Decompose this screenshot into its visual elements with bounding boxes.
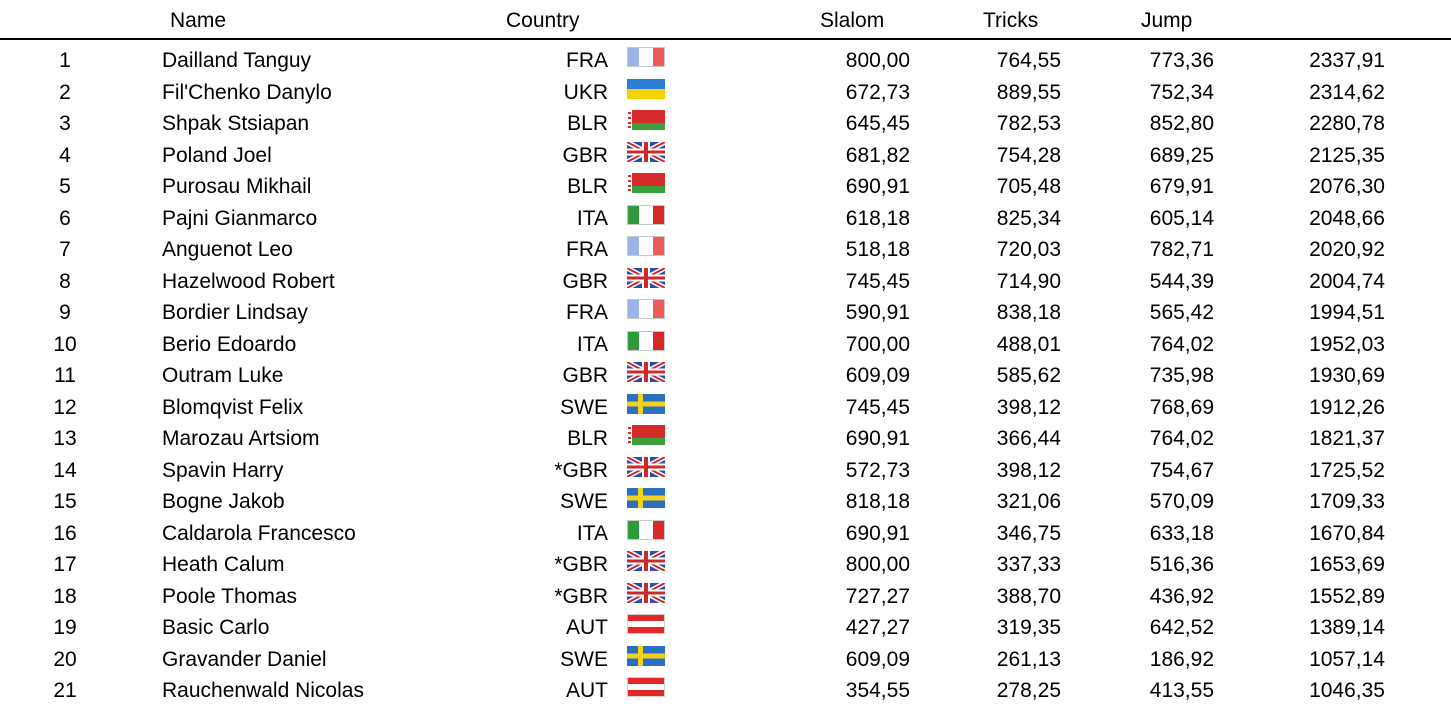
athlete-name: Pajni Gianmarco <box>162 206 318 230</box>
flag-swe-icon <box>627 486 665 506</box>
rank-cell: 7 <box>59 238 71 261</box>
jump-score: 764,02 <box>1149 332 1214 356</box>
rank-cell: 11 <box>54 364 76 387</box>
country-code: AUT <box>566 616 608 639</box>
athlete-name: Purosau Mikhail <box>162 175 312 198</box>
athlete-name: Shpak Stsiapan <box>162 112 310 135</box>
rank-cell: 8 <box>59 269 71 293</box>
country-code: BLR <box>567 175 608 198</box>
header-slalom: Slalom <box>820 9 885 32</box>
slalom-score: 690,91 <box>845 175 910 198</box>
country-code: *GBR <box>554 584 608 608</box>
total-score: 2337,91 <box>1309 49 1385 72</box>
slalom-score: 609,09 <box>845 364 910 387</box>
slalom-score: 818,18 <box>845 490 910 513</box>
jump-score: 544,39 <box>1149 269 1214 293</box>
country-code: FRA <box>566 238 608 261</box>
rank-cell: 16 <box>53 521 77 545</box>
table-row <box>0 486 1451 518</box>
total-score: 1670,84 <box>1309 521 1385 545</box>
tricks-score: 319,35 <box>996 616 1061 639</box>
slalom-score: 745,45 <box>845 395 910 419</box>
tricks-score: 398,12 <box>996 395 1061 419</box>
rank-cell: 5 <box>59 175 71 198</box>
rank-cell: 17 <box>53 553 77 576</box>
total-score: 2280,78 <box>1309 112 1385 135</box>
tricks-score: 398,12 <box>996 458 1061 482</box>
flag-ukr-icon <box>627 77 665 97</box>
tricks-score: 754,28 <box>996 143 1061 167</box>
athlete-name: Dailland Tanguy <box>162 49 312 72</box>
jump-score: 689,25 <box>1149 143 1214 167</box>
flag-ita-icon <box>627 203 665 223</box>
athlete-name: Poland Joel <box>162 143 272 167</box>
slalom-score: 681,82 <box>845 143 910 167</box>
flag-swe-icon <box>627 392 665 412</box>
total-score: 2048,66 <box>1309 206 1385 230</box>
flag-blr-icon <box>627 423 665 443</box>
athlete-name: Outram Luke <box>162 364 284 387</box>
rank-cell: 19 <box>53 616 77 639</box>
country-code: AUT <box>566 679 608 702</box>
tricks-score: 366,44 <box>996 427 1061 450</box>
jump-score: 570,09 <box>1149 490 1214 513</box>
rank-cell: 14 <box>53 458 77 482</box>
table-row <box>0 455 1451 487</box>
jump-score: 773,36 <box>1149 49 1214 72</box>
table-row <box>0 297 1451 329</box>
flag-fra-icon <box>627 297 665 317</box>
jump-score: 764,02 <box>1149 427 1214 450</box>
slalom-score: 609,09 <box>845 647 910 671</box>
flag-gbr-icon <box>627 455 665 475</box>
tricks-score: 782,53 <box>996 112 1061 135</box>
flag-aut-icon <box>627 675 665 695</box>
tricks-score: 585,62 <box>996 364 1061 387</box>
table-row <box>0 234 1451 266</box>
flag-fra-icon <box>627 45 665 65</box>
table-row <box>0 612 1451 644</box>
tricks-score: 321,06 <box>996 490 1061 513</box>
total-score: 1653,69 <box>1309 553 1385 576</box>
athlete-name: Bogne Jakob <box>162 490 285 513</box>
athlete-name: Spavin Harry <box>162 458 284 482</box>
country-code: ITA <box>576 332 608 356</box>
slalom-score: 672,73 <box>845 80 910 104</box>
rank-cell: 18 <box>53 584 77 608</box>
total-score: 1725,52 <box>1309 458 1385 482</box>
slalom-score: 727,27 <box>845 584 910 608</box>
total-score: 1389,14 <box>1309 616 1385 639</box>
jump-score: 768,69 <box>1149 395 1214 419</box>
tricks-score: 705,48 <box>996 175 1061 198</box>
header-country: Country <box>506 9 580 32</box>
total-score: 2125,35 <box>1309 143 1385 167</box>
table-row <box>0 518 1451 550</box>
slalom-score: 745,45 <box>845 269 910 293</box>
header-divider <box>0 38 1451 40</box>
jump-score: 633,18 <box>1149 521 1214 545</box>
rank-cell: 13 <box>53 427 77 450</box>
athlete-name: Blomqvist Felix <box>162 395 304 419</box>
country-code: SWE <box>560 490 608 513</box>
slalom-score: 800,00 <box>845 553 910 576</box>
country-code: ITA <box>576 206 608 230</box>
rank-cell: 15 <box>53 490 77 513</box>
total-score: 1930,69 <box>1309 364 1385 387</box>
country-code: BLR <box>567 112 608 135</box>
total-score: 1912,26 <box>1309 395 1385 419</box>
athlete-name: Hazelwood Robert <box>162 269 335 293</box>
slalom-score: 518,18 <box>845 238 910 261</box>
tricks-score: 337,33 <box>996 553 1061 576</box>
rank-cell: 3 <box>59 112 71 135</box>
rank-cell: 1 <box>59 49 71 72</box>
jump-score: 516,36 <box>1149 553 1214 576</box>
table-row <box>0 77 1451 109</box>
rank-cell: 12 <box>53 395 77 419</box>
table-row <box>0 675 1451 707</box>
jump-score: 642,52 <box>1149 616 1214 639</box>
table-row <box>0 549 1451 581</box>
athlete-name: Poole Thomas <box>162 584 298 608</box>
tricks-score: 714,90 <box>996 269 1061 293</box>
athlete-name: Berio Edoardo <box>162 332 297 356</box>
country-code: UKR <box>563 80 608 104</box>
rank-cell: 9 <box>59 301 71 324</box>
rank-cell: 2 <box>59 80 71 104</box>
tricks-score: 764,55 <box>996 49 1061 72</box>
tricks-score: 488,01 <box>996 332 1061 356</box>
table-row <box>0 392 1451 424</box>
tricks-score: 720,03 <box>996 238 1061 261</box>
flag-gbr-icon <box>627 140 665 160</box>
rank-cell: 4 <box>59 143 71 167</box>
flag-gbr-icon <box>627 360 665 380</box>
slalom-score: 800,00 <box>845 49 910 72</box>
country-code: *GBR <box>554 553 608 576</box>
slalom-score: 572,73 <box>845 458 910 482</box>
rank-cell: 6 <box>59 206 71 230</box>
table-row <box>0 644 1451 676</box>
tricks-score: 261,13 <box>996 647 1061 671</box>
slalom-score: 354,55 <box>845 679 910 702</box>
flag-fra-icon <box>627 234 665 254</box>
country-code: GBR <box>562 143 608 167</box>
country-code: GBR <box>562 364 608 387</box>
slalom-score: 690,91 <box>845 427 910 450</box>
rank-cell: 20 <box>53 647 77 671</box>
table-row <box>0 45 1451 77</box>
flag-gbr-icon <box>627 549 665 569</box>
country-code: FRA <box>566 301 608 324</box>
total-score: 1046,35 <box>1309 679 1385 702</box>
total-score: 1709,33 <box>1309 490 1385 513</box>
athlete-name: Bordier Lindsay <box>162 301 308 324</box>
tricks-score: 388,70 <box>996 584 1061 608</box>
rank-cell: 21 <box>53 679 77 702</box>
country-code: *GBR <box>554 458 608 482</box>
athlete-name: Rauchenwald Nicolas <box>162 679 364 702</box>
country-code: ITA <box>576 521 608 545</box>
table-row <box>0 581 1451 613</box>
flag-swe-icon <box>627 644 665 664</box>
jump-score: 752,34 <box>1149 80 1214 104</box>
jump-score: 852,80 <box>1149 112 1214 135</box>
jump-score: 186,92 <box>1149 647 1214 671</box>
country-code: FRA <box>566 49 608 72</box>
jump-score: 413,55 <box>1149 679 1214 702</box>
country-code: BLR <box>567 427 608 450</box>
total-score: 1821,37 <box>1309 427 1385 450</box>
table-row <box>0 108 1451 140</box>
total-score: 2020,92 <box>1309 238 1385 261</box>
total-score: 2314,62 <box>1309 80 1385 104</box>
slalom-score: 645,45 <box>845 112 910 135</box>
athlete-name: Caldarola Francesco <box>162 521 356 545</box>
rank-cell: 10 <box>53 332 77 356</box>
table-row <box>0 423 1451 455</box>
header-tricks: Tricks <box>983 9 1039 32</box>
table-row <box>0 171 1451 203</box>
slalom-score: 590,91 <box>845 301 910 324</box>
flag-gbr-icon <box>627 581 665 601</box>
header-name: Name <box>170 9 227 32</box>
flag-blr-icon <box>627 108 665 128</box>
flag-ita-icon <box>627 329 665 349</box>
slalom-score: 427,27 <box>845 616 910 639</box>
athlete-name: Marozau Artsiom <box>162 427 320 450</box>
flag-ita-icon <box>627 518 665 538</box>
total-score: 2004,74 <box>1309 269 1385 293</box>
athlete-name: Fil'Chenko Danylo <box>162 80 332 104</box>
table-row <box>0 140 1451 172</box>
slalom-score: 700,00 <box>845 332 910 356</box>
jump-score: 754,67 <box>1149 458 1214 482</box>
athlete-name: Basic Carlo <box>162 616 270 639</box>
total-score: 1952,03 <box>1309 332 1385 356</box>
header-jump: Jump <box>1141 9 1193 32</box>
tricks-score: 278,25 <box>996 679 1061 702</box>
total-score: 2076,30 <box>1309 175 1385 198</box>
jump-score: 436,92 <box>1149 584 1214 608</box>
table-body <box>0 45 1451 707</box>
total-score: 1057,14 <box>1309 647 1385 671</box>
jump-score: 735,98 <box>1149 364 1214 387</box>
jump-score: 679,91 <box>1149 175 1214 198</box>
tricks-score: 825,34 <box>996 206 1061 230</box>
tricks-score: 889,55 <box>996 80 1061 104</box>
slalom-score: 690,91 <box>845 521 910 545</box>
total-score: 1552,89 <box>1309 584 1385 608</box>
table-row <box>0 360 1451 392</box>
jump-score: 565,42 <box>1149 301 1214 324</box>
total-score: 1994,51 <box>1309 301 1385 324</box>
country-code: SWE <box>560 647 608 671</box>
flag-aut-icon <box>627 612 665 632</box>
table-row <box>0 329 1451 361</box>
country-code: GBR <box>562 269 608 293</box>
country-code: SWE <box>560 395 608 419</box>
flag-gbr-icon <box>627 266 665 286</box>
athlete-name: Heath Calum <box>162 553 285 576</box>
flag-blr-icon <box>627 171 665 191</box>
jump-score: 782,71 <box>1149 238 1214 261</box>
tricks-score: 838,18 <box>996 301 1061 324</box>
tricks-score: 346,75 <box>996 521 1061 545</box>
athlete-name: Anguenot Leo <box>162 238 293 261</box>
slalom-score: 618,18 <box>845 206 910 230</box>
athlete-name: Gravander Daniel <box>162 647 327 671</box>
jump-score: 605,14 <box>1149 206 1214 230</box>
table-row <box>0 203 1451 235</box>
table-row <box>0 266 1451 298</box>
